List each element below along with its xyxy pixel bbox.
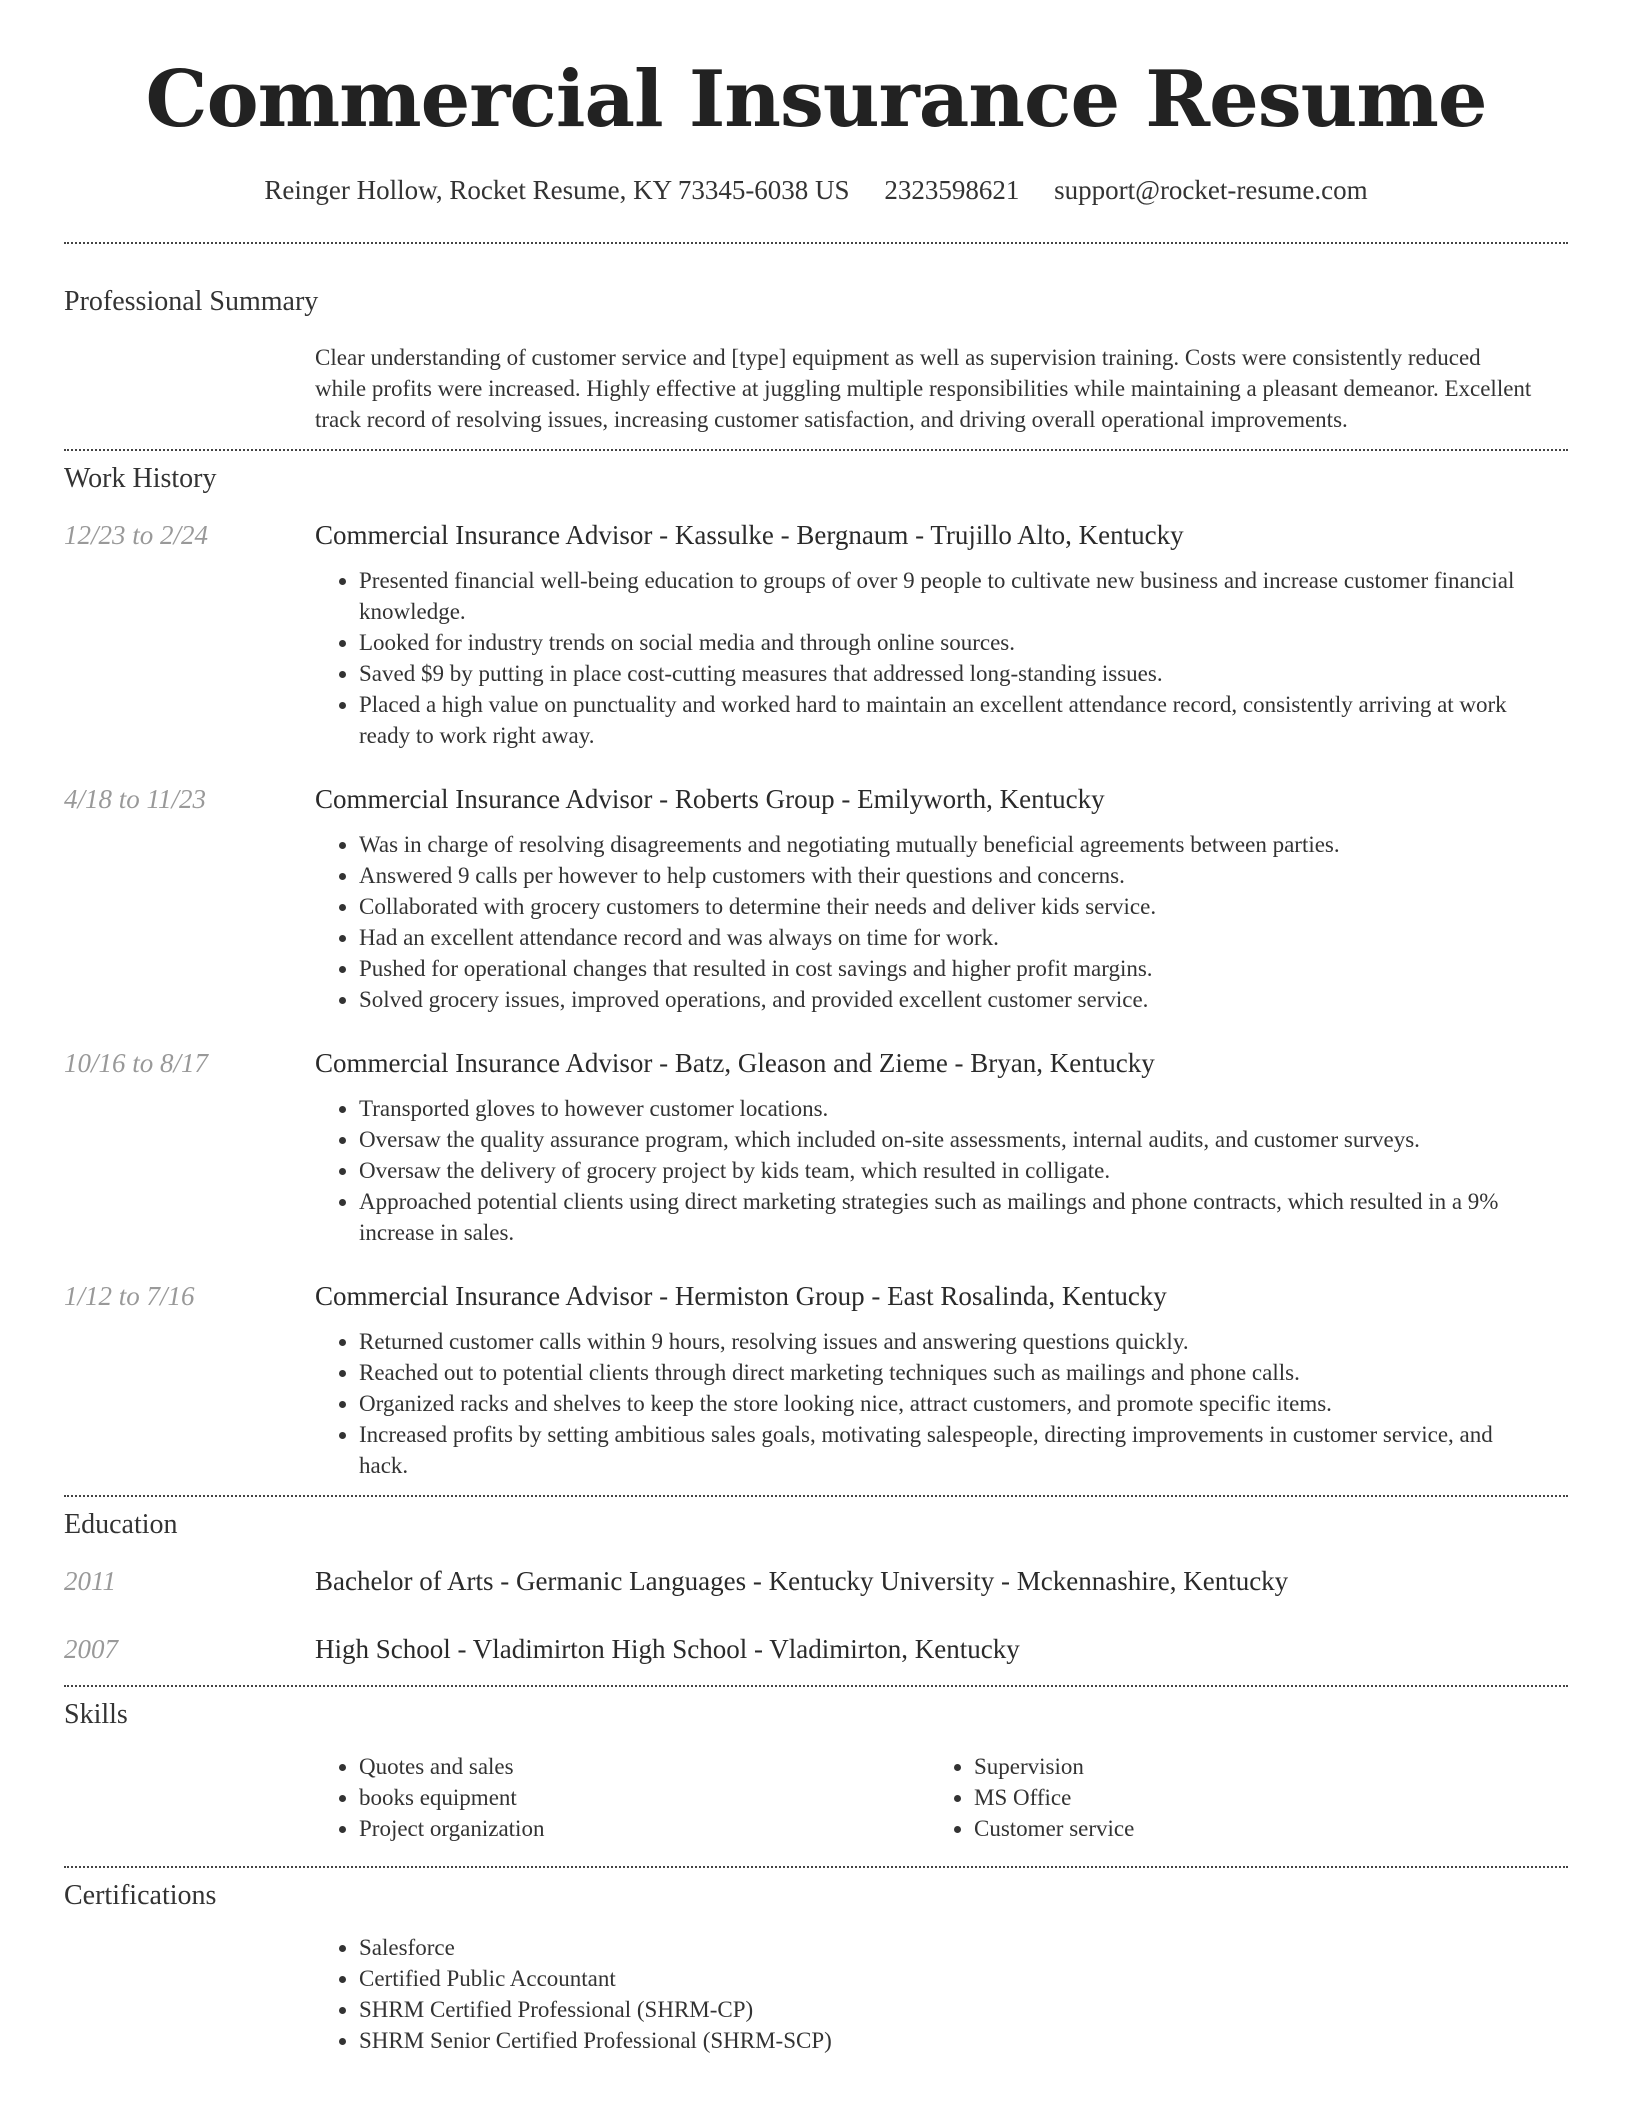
divider <box>64 242 1568 244</box>
list-item: • Had an excellent attendance record and was always on time for work. <box>359 922 1539 953</box>
skill-item: • Customer service <box>974 1813 1474 1844</box>
divider <box>64 1866 1568 1868</box>
job-bullets <box>315 565 1539 751</box>
education-year: 2011 <box>64 1566 116 1596</box>
contact-line <box>64 174 1568 206</box>
certification-item: • SHRM Certified Professional (SHRM-CP) <box>359 1994 1539 2025</box>
section-title-education: Education <box>64 1509 178 1540</box>
list-item: • Placed a high value on punctuality and worked hard to maintain an excellent attendance record, consistently arriving at work ready to work right away. <box>359 689 1539 751</box>
education-degree: Bachelor of Arts - Germanic Languages - Kentucky University - Mckennashire, Kentucky <box>315 1566 1289 1596</box>
section-title-skills: Skills <box>64 1699 128 1730</box>
list-item: • Approached potential clients using direct marketing strategies such as mailings and phone contracts, which resulted in a 9% increase in sales. <box>359 1186 1539 1248</box>
list-item: • Was in charge of resolving disagreements and negotiating mutually beneficial agreements between parties. <box>359 829 1539 860</box>
section-title-certifications: Certifications <box>64 1880 217 1911</box>
job-dates: 12/23 to 2/24 <box>64 520 209 550</box>
skill-item: • MS Office <box>974 1782 1474 1813</box>
list-item: • Collaborated with grocery customers to determine their needs and deliver kids service. <box>359 891 1539 922</box>
skills-list-right <box>930 1751 1474 1844</box>
list-item: • Returned customer calls within 9 hours, resolving issues and answering questions quickly. <box>359 1326 1539 1357</box>
certification-item: • Salesforce <box>359 1932 1539 1963</box>
job-bullets <box>315 829 1539 1015</box>
job-bullets <box>315 1093 1539 1248</box>
job-entry <box>64 1278 1568 1481</box>
list-item: • Answered 9 calls per however to help customers with their questions and concerns. <box>359 860 1539 891</box>
skill-item: • Quotes and sales <box>359 1751 930 1782</box>
list-item: • Solved grocery issues, improved operations, and provided excellent customer service. <box>359 984 1539 1015</box>
list-item: • Oversaw the quality assurance program, which included on-site assessments, internal audits, and customer surveys. <box>359 1124 1539 1155</box>
education-entry <box>64 1631 1568 1667</box>
job-bullets <box>315 1326 1539 1481</box>
certifications-list <box>315 1932 1539 2056</box>
divider <box>64 1495 1568 1497</box>
summary-text: Clear understanding of customer service and [type] equipment as well as supervision training. Costs were consistently reduced while profits were increased. Highly effective at juggling multiple responsibilities while maintaining a pleasant demeanor. Excellent track record of resolving issues, increasing customer satisfaction, and driving overall operational improvements. <box>315 345 1532 432</box>
job-title: Commercial Insurance Advisor - Roberts Group - Emilyworth, Kentucky <box>315 784 1105 814</box>
list-item: • Presented financial well-being education to groups of over 9 people to cultivate new business and increase customer financial knowledge. <box>359 565 1539 627</box>
contact-phone: 2323598621 <box>884 175 1020 205</box>
skill-item: • Supervision <box>974 1751 1474 1782</box>
contact-address: Reinger Hollow, Rocket Resume, KY 73345-6038 US <box>264 175 850 205</box>
education-degree: High School - Vladimirton High School - Vladimirton, Kentucky <box>315 1634 1020 1664</box>
page-title: Commercial Insurance Resume <box>145 54 1487 145</box>
section-title-summary: Professional Summary <box>64 286 319 317</box>
job-title: Commercial Insurance Advisor - Kassulke - Bergnaum - Trujillo Alto, Kentucky <box>315 520 1184 550</box>
list-item: • Organized racks and shelves to keep the store looking nice, attract customers, and promote specific items. <box>359 1388 1539 1419</box>
job-entry <box>64 517 1568 751</box>
list-item: • Transported gloves to however customer locations. <box>359 1093 1539 1124</box>
list-item: • Increased profits by setting ambitious sales goals, motivating salespeople, directing improvements in customer service, and hack. <box>359 1419 1539 1481</box>
job-dates: 1/12 to 7/16 <box>64 1281 195 1311</box>
skill-item: • Project organization <box>359 1813 930 1844</box>
list-item: • Oversaw the delivery of grocery project by kids team, which resulted in colligate. <box>359 1155 1539 1186</box>
job-entry <box>64 1045 1568 1248</box>
job-dates: 10/16 to 8/17 <box>64 1048 209 1078</box>
job-dates: 4/18 to 11/23 <box>64 784 207 814</box>
list-item: • Looked for industry trends on social media and through online sources. <box>359 627 1539 658</box>
education-year: 2007 <box>64 1634 118 1664</box>
resume-page <box>64 0 1568 2056</box>
job-title: Commercial Insurance Advisor - Batz, Gleason and Zieme - Bryan, Kentucky <box>315 1048 1155 1078</box>
skill-item: • books equipment <box>359 1782 930 1813</box>
contact-email: support@rocket-resume.com <box>1054 175 1368 205</box>
job-title: Commercial Insurance Advisor - Hermiston Group - East Rosalinda, Kentucky <box>315 1281 1167 1311</box>
job-entry <box>64 781 1568 1015</box>
list-item: • Reached out to potential clients through direct marketing techniques such as mailings and phone calls. <box>359 1357 1539 1388</box>
list-item: • Pushed for operational changes that resulted in cost savings and higher profit margins. <box>359 953 1539 984</box>
certification-item: • SHRM Senior Certified Professional (SHRM-SCP) <box>359 2025 1539 2056</box>
certification-item: • Certified Public Accountant <box>359 1963 1539 1994</box>
divider <box>64 1685 1568 1687</box>
list-item: • Saved $9 by putting in place cost-cutting measures that addressed long-standing issues. <box>359 658 1539 689</box>
section-title-work: Work History <box>64 463 217 494</box>
divider <box>64 449 1568 451</box>
skills-list-left <box>315 1751 930 1844</box>
education-entry <box>64 1563 1568 1599</box>
